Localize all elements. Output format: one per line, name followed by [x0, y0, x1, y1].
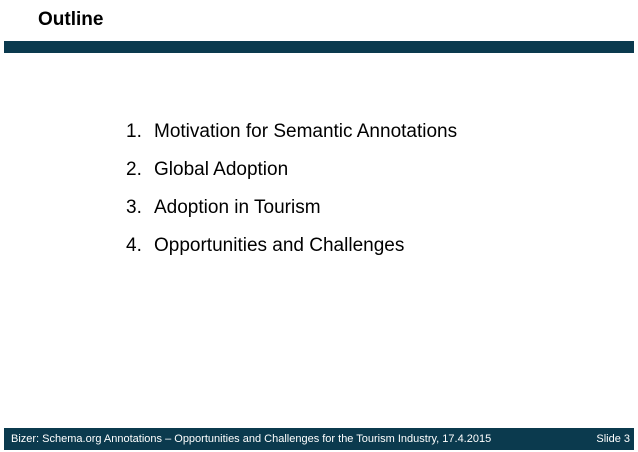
outline-item-text: Opportunities and Challenges: [154, 235, 405, 256]
outline-item: [126, 151, 457, 189]
outline-item: [126, 227, 457, 265]
footer-slide-number: Slide 3: [596, 433, 630, 445]
title-accent-bar: [4, 41, 634, 53]
slide-title: Outline: [38, 9, 104, 30]
footer-bar: [4, 428, 634, 450]
outline-item-text: Global Adoption: [154, 159, 289, 180]
outline-item-number: 1.: [126, 121, 142, 142]
outline-item-text: Adoption in Tourism: [154, 197, 321, 218]
footer-citation: Bizer: Schema.org Annotations – Opportunities and Challenges for the Tourism Industry, 17.4.2015: [11, 433, 492, 445]
outline-item: [126, 113, 457, 151]
outline-item-text: Motivation for Semantic Annotations: [154, 121, 458, 142]
outline-item-number: 4.: [126, 235, 142, 256]
outline-list: [126, 113, 457, 265]
outline-item: [126, 189, 457, 227]
outline-item-number: 3.: [126, 197, 142, 218]
outline-item-number: 2.: [126, 159, 142, 180]
